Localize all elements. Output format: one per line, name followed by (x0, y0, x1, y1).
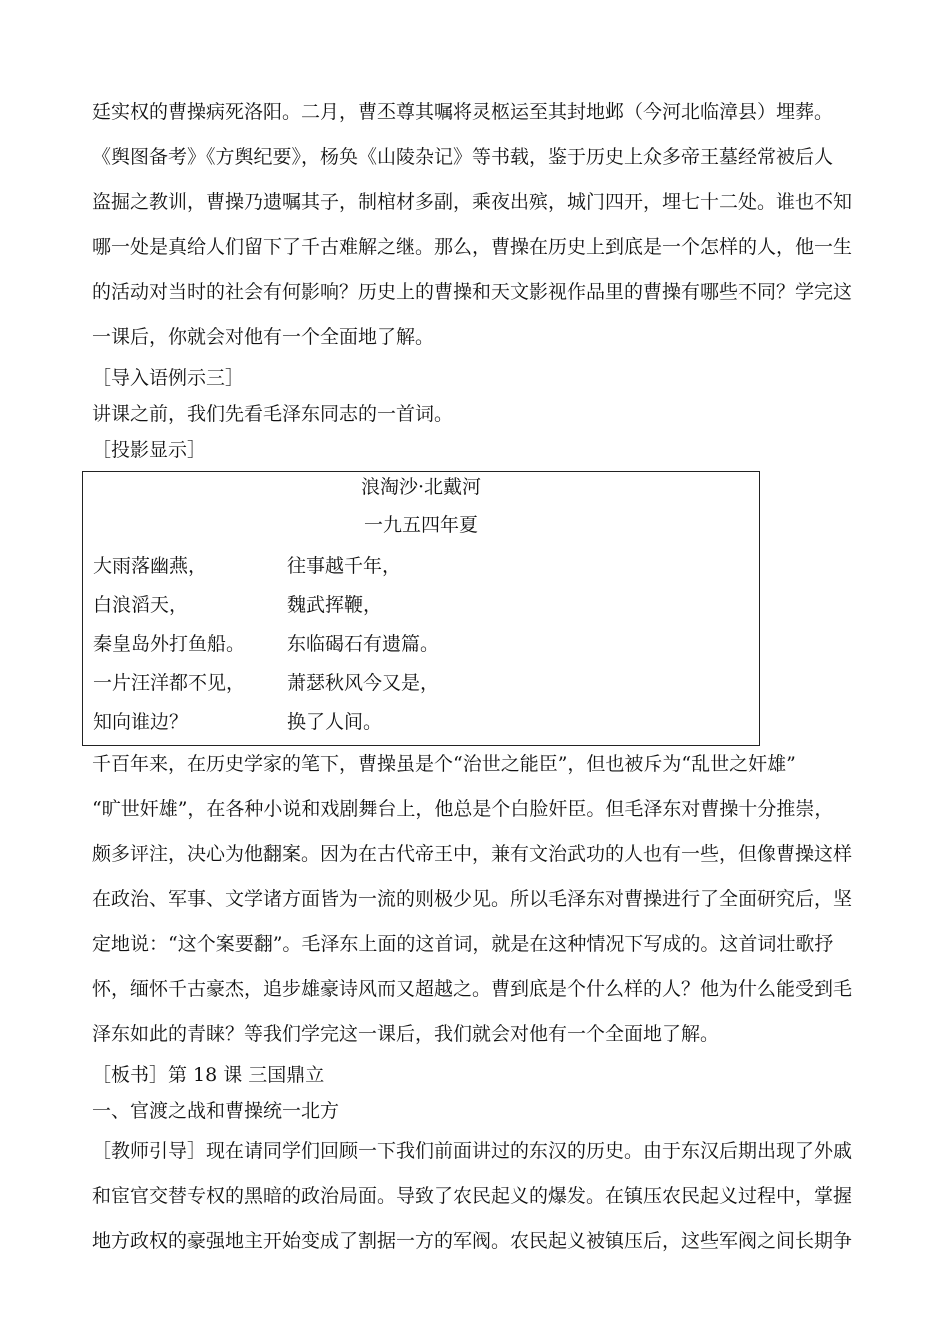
paragraph-line: 定地说：“这个案要翻”。毛泽东上面的这首词，就是在这种情况下写成的。这首词壮歌抒 (92, 933, 834, 955)
poem-line-left: 大雨落幽燕， (93, 555, 208, 577)
poem-line-right: 魏武挥鞭， (287, 594, 383, 616)
paragraph-line: 的活动对当时的社会有何影响？历史上的曹操和天文影视作品里的曹操有哪些不同？学完这 (92, 281, 853, 303)
document-top-section (92, 90, 867, 468)
paragraph-line: 在政治、军事、文学诸方面皆为一流的则极少见。所以毛泽东对曹操进行了全面研究后，坚 (92, 888, 853, 910)
poem-line-right: 萧瑟秋风今又是， (287, 672, 440, 694)
paragraph-line: 哪一处是真给人们留下了千古难解之继。那么，曹操在历史上到底是一个怎样的人，他一生 (92, 236, 853, 258)
poem-line-right: 往事越千年， (287, 555, 402, 577)
section-heading: 一、官渡之战和曹操统一北方 (92, 1100, 340, 1122)
paragraph-line: “旷世奸雄”，在各种小说和戏剧舞台上，他总是个白脸奸臣。但毛泽东对曹操十分推崇， (92, 798, 834, 820)
poem-box (82, 471, 760, 746)
paragraph-line: ［教师引导］现在请同学们回顾一下我们前面讲过的东汉的历史。由于东汉后期出现了外戚 (92, 1140, 853, 1162)
poem-title: 浪淘沙·北戴河 (360, 476, 482, 498)
poem-line-right: 东临碣石有遗篇。 (287, 633, 440, 655)
paragraph-line: 泽东如此的青睐？等我们学完这一课后，我们就会对他有一个全面地了解。 (92, 1023, 720, 1045)
poem-row (93, 591, 382, 619)
blackboard-heading: ［板书］第 18 课 三国鼎立 (92, 1064, 325, 1086)
intro-example-heading: ［导入语例示三］ (92, 367, 245, 389)
poem-line-left: 白浪滔天， (93, 594, 189, 616)
document-bottom-section (92, 742, 867, 1264)
poem-line-right: 换了人间。 (287, 711, 383, 733)
paragraph-line: 《舆图备考》《方舆纪要》，杨奂《山陵杂记》等书载，鉴于历史上众多帝王墓经常被后人 (92, 146, 834, 168)
poem-row (93, 552, 401, 580)
paragraph-line: 和宦官交替专权的黑暗的政治局面。导致了农民起义的爆发。在镇压农民起义过程中，掌握 (92, 1185, 853, 1207)
intro-sentence: 讲课之前，我们先看毛泽东同志的一首词。 (92, 403, 454, 425)
poem-date: 一九五四年夏 (363, 514, 478, 536)
paragraph-line: 盗掘之教训，曹操乃遗嘱其子，制棺材多副，乘夜出殡，城门四开，埋七十二处。谁也不知 (92, 191, 853, 213)
paragraph-line: 怀，缅怀千古豪杰，追步雄豪诗风而又超越之。曹到底是个什么样的人？他为什么能受到毛 (92, 978, 853, 1000)
paragraph-line: 地方政权的豪强地主开始变成了割据一方的军阀。农民起义被镇压后，这些军阀之间长期争 (92, 1230, 853, 1252)
paragraph-line: 颇多评注，决心为他翻案。因为在古代帝王中，兼有文治武功的人也有一些，但像曹操这样 (92, 843, 853, 865)
poem-row (93, 669, 439, 697)
poem-line-left: 秦皇岛外打鱼船。 (93, 633, 246, 655)
paragraph-line: 千百年来，在历史学家的笔下，曹操虽是个“治世之能臣”，但也被斥为“乱世之奸雄” (92, 753, 796, 775)
paragraph-line: 一课后，你就会对他有一个全面地了解。 (92, 326, 435, 348)
projection-heading: ［投影显示］ (92, 439, 207, 461)
paragraph-line: 廷实权的曹操病死洛阳。二月，曹丕尊其嘱将灵柩运至其封地邺（今河北临漳县）埋葬。 (92, 101, 834, 123)
poem-line-left: 一片汪洋都不见， (93, 672, 246, 694)
poem-row (93, 708, 382, 736)
poem-line-left: 知向谁边？ (93, 711, 189, 733)
poem-row (93, 630, 439, 658)
